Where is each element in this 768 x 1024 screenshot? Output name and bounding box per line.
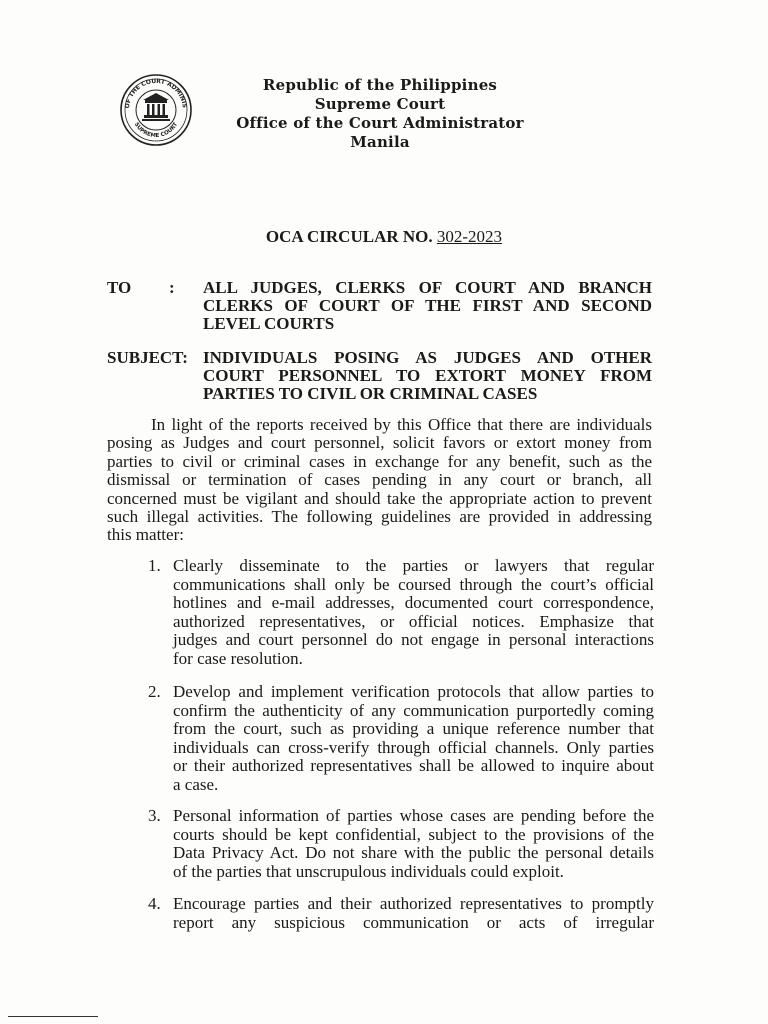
guideline-line: courts should be kept confidential, subject to the provisions of the xyxy=(173,824,654,844)
seal-text-top: OF THE COURT ADMINIS xyxy=(123,77,188,109)
letterhead-court: Supreme Court xyxy=(314,95,446,113)
guideline-line: hotlines and e-mail addresses, documented court correspondence, xyxy=(173,593,654,613)
guideline-line: Clearly disseminate to the parties or lawyers that regular xyxy=(173,556,654,575)
letterhead-country: Republic of the Philippines xyxy=(262,76,498,94)
intro-line: parties to civil or criminal cases in exchange for any benefit, such as the xyxy=(107,451,652,471)
to-colon: : xyxy=(169,278,175,297)
guideline-line: of the parties that unscrupulous individuals could exploit. xyxy=(173,861,564,881)
to-line: CLERKS OF COURT OF THE FIRST AND SECOND xyxy=(203,296,652,315)
to-recipients xyxy=(203,279,652,333)
subject-line: INDIVIDUALS POSING AS JUDGES AND OTHER xyxy=(203,348,652,367)
intro-paragraph xyxy=(107,416,652,545)
intro-line: this matter: xyxy=(107,525,184,545)
circular-number: 302-2023 xyxy=(436,227,503,246)
guideline-line: or their authorized representatives shall be allowed to inquire about xyxy=(173,756,654,776)
guideline-number: 4. xyxy=(148,894,161,913)
letterhead-city: Manila xyxy=(350,133,410,151)
to-label: TO xyxy=(107,278,132,297)
court-seal-logo xyxy=(119,73,193,147)
guideline-line: Encourage parties and their authorized representatives to promptly xyxy=(173,894,654,913)
intro-line: concerned must be vigilant and should take the appropriate action to prevent xyxy=(107,488,652,508)
subject-line: COURT PERSONNEL TO EXTORT MONEY FROM xyxy=(203,366,652,385)
subject-text xyxy=(203,349,652,403)
guideline-text xyxy=(173,683,654,795)
guideline-line: report any suspicious communication or acts of irregular xyxy=(173,912,654,932)
guideline-line: for case resolution. xyxy=(173,648,303,668)
guideline-line: Personal information of parties whose cases are pending before the xyxy=(173,806,654,825)
intro-line: such illegal activities. The following guidelines are provided in addressing xyxy=(107,507,652,527)
intro-line: In light of the reports received by this Office that there are individuals xyxy=(151,415,652,434)
guideline-line: from the court, such as providing a unique reference number that xyxy=(173,719,654,739)
guideline-line: judges and court personnel do not engage in personal interactions xyxy=(173,630,654,650)
guideline-line: communications shall only be coursed through the court’s official xyxy=(173,574,654,594)
intro-line: posing as Judges and court personnel, solicit favors or extort money from xyxy=(107,433,652,453)
to-line: LEVEL COURTS xyxy=(203,314,335,333)
to-line: ALL JUDGES, CLERKS OF COURT AND BRANCH xyxy=(203,278,652,297)
guideline-line: authorized representatives, or official notices. Emphasize that xyxy=(173,611,654,631)
guideline-line: a case. xyxy=(173,774,219,794)
intro-line: dismissal or termination of cases pending in any court or branch, all xyxy=(107,470,652,490)
subject-label: SUBJECT: xyxy=(107,348,188,367)
guideline-number: 1. xyxy=(148,556,161,575)
letterhead-office: Office of the Court Administrator xyxy=(236,114,524,132)
guideline-number: 2. xyxy=(148,682,161,701)
guideline-line: Data Privacy Act. Do not share with the public the personal details xyxy=(173,843,654,863)
guideline-line: Develop and implement verification protocols that allow parties to xyxy=(173,682,654,701)
circular-prefix: OCA CIRCULAR NO. xyxy=(265,227,433,246)
seal-text-bottom: SUPREME COURT xyxy=(132,121,180,140)
guideline-text xyxy=(173,557,654,669)
guideline-text xyxy=(173,807,654,881)
guideline-number: 3. xyxy=(148,806,161,825)
to-section xyxy=(107,279,652,333)
circular-title xyxy=(0,227,768,247)
letterhead xyxy=(230,76,530,152)
guideline-line: confirm the authenticity of any communication purportedly coming xyxy=(173,700,654,720)
subject-line: PARTIES TO CIVIL OR CRIMINAL CASES xyxy=(203,384,538,403)
guideline-line: individuals can cross-verify through official channels. Only parties xyxy=(173,737,654,757)
footnote-divider xyxy=(8,1016,98,1017)
guideline-text xyxy=(173,895,654,932)
subject-section xyxy=(107,349,652,403)
